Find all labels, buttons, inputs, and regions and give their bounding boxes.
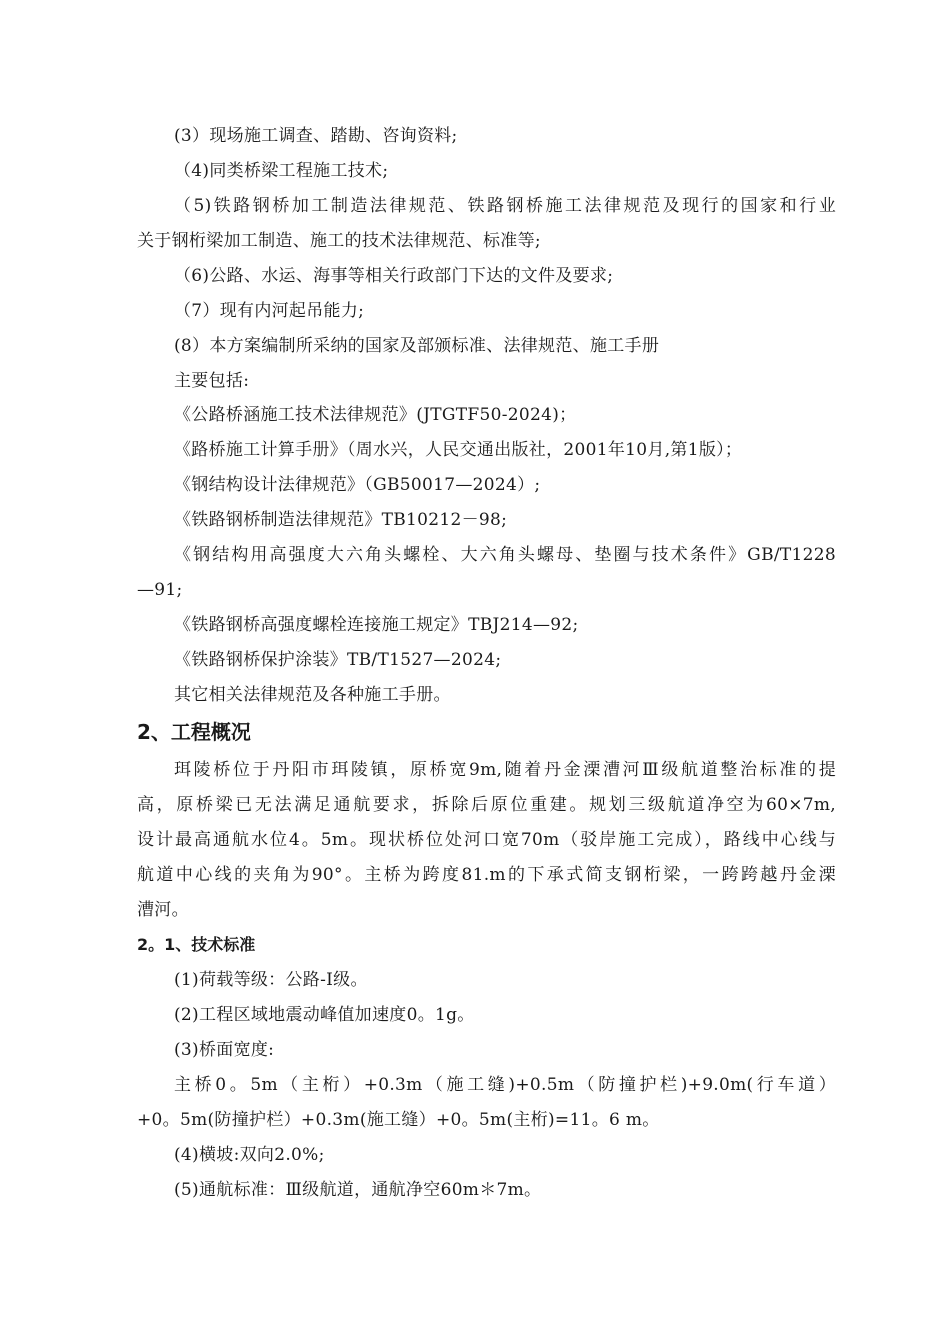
reference-5: 《钢结构用高强度大六角头螺栓、大六角头螺母、垫圈与技术条件》GB/T1228 — [174, 545, 836, 565]
section-2-heading: 2、工程概况 — [137, 720, 251, 744]
reference-3: 《钢结构设计法律规范》（GB50017—2024）; — [174, 475, 541, 495]
section-2-1-heading: 2。1、技术标准 — [137, 935, 256, 954]
basis-item-5: （5)铁路钢桥加工制造法律规范、铁路钢桥施工法律规范及现行的国家和行业 — [174, 196, 836, 216]
basis-item-6: （6)公路、水运、海事等相关行政部门下达的文件及要求; — [174, 266, 614, 286]
basis-item-5-cont: 关于钢桁梁加工制造、施工的技术法律规范、标准等; — [137, 231, 541, 251]
reference-1: 《公路桥涵施工技术法律规范》(JTGTF50-2024)； — [174, 405, 577, 425]
basis-item-7: （7）现有内河起吊能力; — [174, 301, 365, 321]
overview-line-1: 珥陵桥位于丹阳市珥陵镇，原桥宽9m,随着丹金溧漕河Ⅲ级航道整治标准的提 — [174, 760, 836, 780]
overview-line-4: 航道中心线的夹角为90°。主桥为跨度81.m的下承式简支钢桁梁，一跨跨越丹金溧 — [137, 865, 836, 885]
standard-cross-slope: (4)横坡:双向2.0%; — [174, 1145, 325, 1165]
basis-item-8: (8）本方案编制所采纳的国家及部颁标准、法律规范、施工手册 — [174, 336, 660, 356]
basis-item-3: (3）现场施工调查、踏勘、咨询资料; — [174, 126, 458, 146]
standard-load-grade: (1)荷载等级：公路-Ⅰ级。 — [174, 970, 368, 990]
reference-2: 《路桥施工计算手册》（周水兴，人民交通出版社，2001年10月,第1版）； — [174, 440, 743, 460]
basis-item-4: （4)同类桥梁工程施工技术; — [174, 161, 389, 181]
standard-seismic: (2)工程区域地震动峰值加速度0。1g。 — [174, 1005, 475, 1025]
overview-line-2: 高，原桥梁已无法满足通航要求，拆除后原位重建。规划三级航道净空为60×7m, — [137, 795, 836, 815]
overview-line-5: 漕河。 — [137, 900, 189, 920]
reference-7: 《铁路钢桥保护涂装》TB/T1527—2024; — [174, 650, 502, 670]
reference-5-cont: —91; — [137, 580, 183, 600]
standard-navigation: (5)通航标准：Ⅲ级航道，通航净空60m＊7m。 — [174, 1180, 542, 1200]
deck-width-line-1: 主桥0。5m（主桁）+0.3m（施工缝)+0.5m（防撞护栏)+9.0m(行车道） — [174, 1075, 836, 1095]
overview-line-3: 设计最高通航水位4。5m。现状桥位处河口宽70m（驳岸施工完成），路线中心线与 — [137, 830, 836, 850]
standard-deck-width-label: (3)桥面宽度: — [174, 1040, 275, 1060]
deck-width-line-2: +0。5m(防撞护栏）+0.3m(施工缝）+0。5m(主桁)=11。6 m。 — [137, 1110, 660, 1130]
reference-4: 《铁路钢桥制造法律规范》TB10212－98; — [174, 510, 508, 530]
main-includes-label: 主要包括: — [174, 371, 250, 391]
other-references: 其它相关法律规范及各种施工手册。 — [174, 685, 451, 705]
reference-6: 《铁路钢桥高强度螺栓连接施工规定》TBJ214—92; — [174, 615, 579, 635]
